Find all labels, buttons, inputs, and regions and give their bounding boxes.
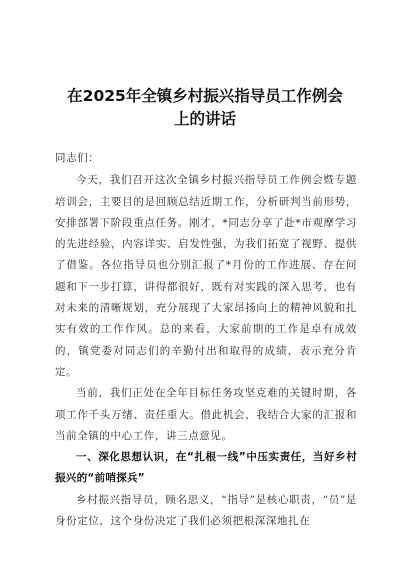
paragraph-3: 乡村振兴指导员，顾名思义，“指导”是核心职责，“员”是身份定位，这个身份决定了我们必须把根深深地扎在 xyxy=(55,493,357,528)
title-line-1: 在2025年全镇乡村振兴指导员工作例会 xyxy=(67,87,343,105)
document-title xyxy=(40,85,370,131)
paragraph-2: 当前，我们正处在全年目标任务攻坚克难的关键时期，各项工作千头万绪、责任重大。借此机会，我结合大家的汇报和当前全镇的中心工作，讲三点意见。 xyxy=(55,387,357,442)
title-line-2: 上的讲话 xyxy=(173,110,236,128)
salutation: 同志们： xyxy=(55,152,100,164)
section-heading-1: 一、深化思想认识，在“扎根一线”中压实责任，当好乡村振兴的“前哨探兵” xyxy=(55,451,357,485)
paragraph-1: 今天，我们召开这次全镇乡村振兴指导员工作例会暨专题培训会，主要目的是回顾总结近期工作，分析研判当前形势，安排部署下阶段重点任务。刚才，*同志分享了赴*市观摩学习的先进经验，内容详实、启发性强，为我们拓宽了视野、提供了借鉴。各位指导员也分别汇报了*月份的工作进展、存在问题和下一步打算，讲得都很好，既有对实践的深入思考，也有对未来的清晰规划，充分展现了大家昂扬向上的精神风貌和扎实有效的工作作风。总的来看，大家前期的工作是卓有成效的，镇党委对同志们的辛勤付出和取得的成绩，表示充分肯定。 xyxy=(55,174,357,378)
document-body xyxy=(55,148,357,532)
